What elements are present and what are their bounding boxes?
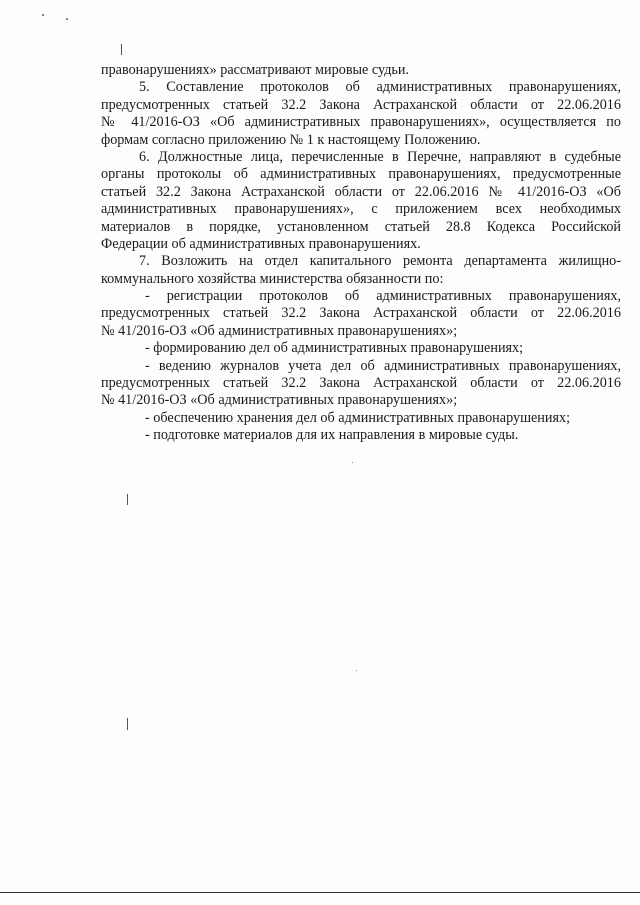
scan-mark — [121, 44, 122, 55]
paragraph-6-line: Федерации об административных правонарушениях. — [101, 235, 421, 252]
list-item-line: - регистрации протоколов об административных правонарушениях, — [145, 288, 621, 305]
paragraph-5-line: предусмотренных статьей 32.2 Закона Астраханской области от 22.06.2016 — [101, 96, 621, 113]
document-body — [101, 62, 621, 445]
paragraph-7-line: 7. Возложить на отдел капитального ремонта департамента жилищно- — [139, 253, 621, 270]
paragraph-6-line: статьей 32.2 Закона Астраханской области от 22.06.2016 № 41/2016-ОЗ «Об — [101, 183, 621, 200]
list-item-line: - формированию дел об административных правонарушениях; — [145, 340, 524, 357]
list-item-line: - ведению журналов учета дел об административных правонарушениях, — [145, 357, 621, 374]
scan-speck — [356, 670, 357, 671]
list-item-line: предусмотренных статьей 32.2 Закона Астраханской области от 22.06.2016 — [101, 305, 621, 322]
list-item-line: - подготовке материалов для их направления в мировые суды. — [145, 427, 519, 444]
list-item-line: - обеспечению хранения дел об административных правонарушениях; — [145, 409, 571, 426]
paragraph-6-line: органы протоколы об административных правонарушениях, предусмотренные — [101, 166, 621, 183]
paragraph-5-line: 5. Составление протоколов об административных правонарушениях, — [139, 79, 621, 96]
scan-speck — [66, 18, 68, 20]
list-item-line: предусмотренных статьей 32.2 Закона Астраханской области от 22.06.2016 — [101, 375, 621, 392]
paragraph-7-line: коммунального хозяйства министерства обязанности по: — [101, 270, 444, 287]
text-line: правонарушениях» рассматривают мировые судьи. — [101, 62, 410, 78]
paragraph-5-line: № 41/2016-ОЗ «Об административных правонарушениях», осуществляется по — [101, 114, 621, 131]
scan-speck — [42, 14, 44, 16]
paragraph-6-line: 6. Должностные лица, перечисленные в Перечне, направляют в судебные — [139, 148, 621, 165]
paragraph-6-line: материалов в порядке, установленном статьей 28.8 Кодекса Российской — [101, 218, 621, 235]
paragraph-5-line: формам согласно приложению № 1 к настоящему Положению. — [101, 131, 481, 148]
list-item-line: № 41/2016-ОЗ «Об административных правонарушениях»; — [101, 322, 458, 339]
scan-mark — [127, 718, 128, 730]
scan-speck — [352, 462, 353, 463]
paragraph-6-line: административных правонарушениях», с приложением всех необходимых — [101, 201, 621, 218]
scan-mark — [127, 494, 128, 505]
list-item-line: № 41/2016-ОЗ «Об административных правонарушениях»; — [101, 392, 458, 409]
scan-edge-line — [0, 892, 640, 893]
